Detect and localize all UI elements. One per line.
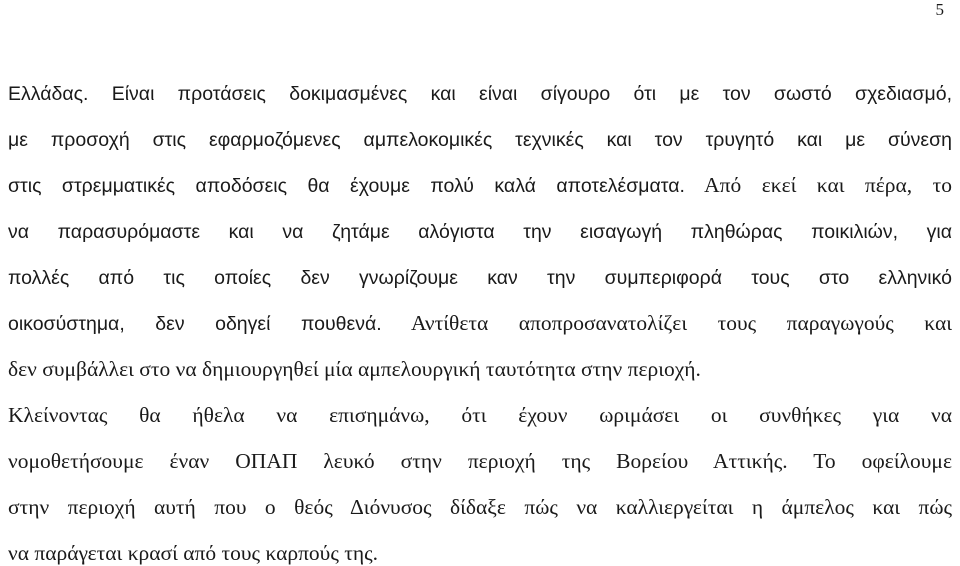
text-line-10: στην περιοχή αυτή που ο θεός Διόνυσος δίδαξε πώς να καλλιεργείται η άμπελος και πώς xyxy=(8,495,952,519)
text-line-8: Κλείνοντας θα ήθελα να επισημάνω, ότι έχουν ωριμάσει οι συνθήκες για να xyxy=(8,403,952,427)
text-line-3: στις στρεμματικές αποδόσεις θα έχουμε πολύ καλά αποτελέσματα. Από εκεί και πέρα, το xyxy=(8,173,952,197)
text-line-4: να παρασυρόμαστε και να ζητάμε αλόγιστα την εισαγωγή πληθώρας ποικιλιών, για xyxy=(8,221,952,243)
text-line-6: οικοσύστημα, δεν οδηγεί πουθενά. Αντίθετα αποπροσανατολίζει τους παραγωγούς και xyxy=(8,311,952,335)
text-line-9: νομοθετήσουμε έναν ΟΠΑΠ λευκό στην περιοχή της Βορείου Αττικής. Το οφείλουμε xyxy=(8,449,952,473)
text-line-5: πολλές από τις οποίες δεν γνωρίζουμε καν την συμπεριφορά τους στο ελληνικό xyxy=(8,267,952,289)
page-number: 5 xyxy=(935,0,944,19)
text-line-1: Ελλάδας. Είναι προτάσεις δοκιμασμένες και είναι σίγουρο ότι με τον σωστό σχεδιασμό, xyxy=(8,83,952,105)
text-line-7: δεν συμβάλλει στο να δημιουργηθεί μία αμπελουργική ταυτότητα στην περιοχή. xyxy=(8,357,701,381)
text-line-2: με προσοχή στις εφαρμοζόμενες αμπελοκομικές τεχνικές και τον τρυγητό και με σύνεση xyxy=(8,129,952,151)
text-line-11: να παράγεται κρασί από τους καρπούς της. xyxy=(8,541,378,565)
